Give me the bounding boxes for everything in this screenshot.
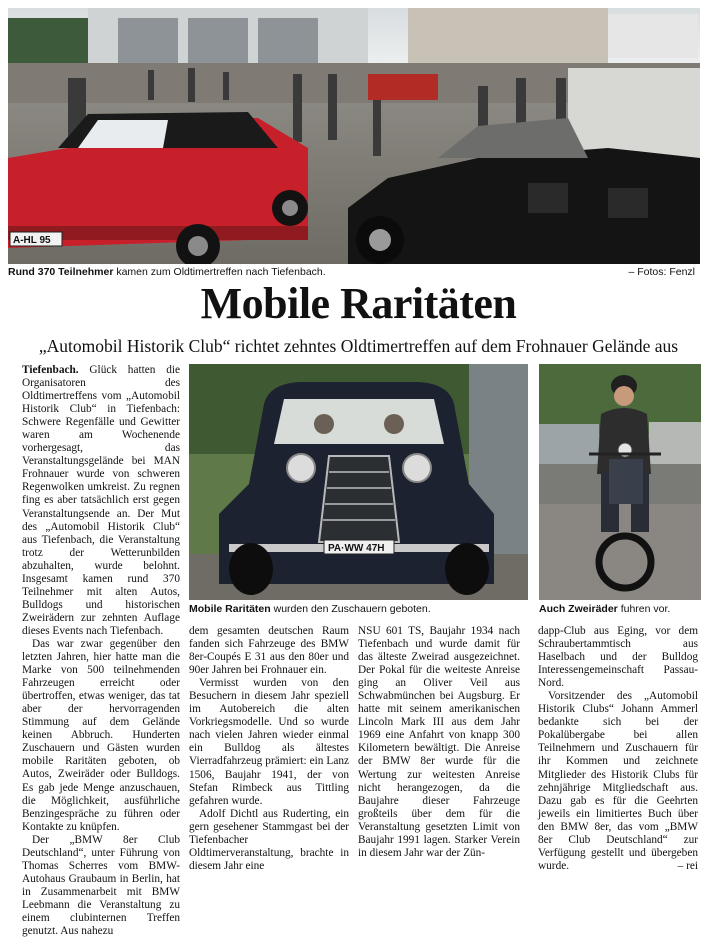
col2-paragraph-3: Adolf Dichtl aus Ruderting, ein gern gesehener Stammgast bei der Tiefenbacher Oldtimerveranstaltung, brachte in diesem Jahr eine [189, 807, 349, 872]
headline: Mobile Raritäten [200, 279, 517, 328]
article-column-3 [358, 625, 520, 860]
top-photo-caption [8, 266, 326, 278]
author-signature: – rei [677, 859, 698, 872]
col4-paragraph-2 [538, 690, 698, 873]
subhead: „Automobil Historik Club“ richtet zehntes Oldtimertreffen auf dem Frohnauer Gelände aus [38, 336, 679, 356]
top-photo [8, 8, 700, 264]
article-column-1 [22, 364, 180, 938]
mid-caption-text: wurden den Zuschauern geboten. [270, 603, 431, 615]
middle-photo-caption [189, 603, 431, 615]
motorcycle-photo [539, 364, 701, 600]
top-caption-bold: Rund 370 Teilnehmer [8, 266, 114, 278]
col2-paragraph-2: Vermisst wurden von den Besuchern in diesem Jahr speziell im Autobereich die alten Vorkriegsmodelle. Und so wurde nach vielen Jahren wieder einmal ein Bulldog als ältestes Vierradfahrzeug prämiert: ein Lanz 1506, Baujahr 1941, der von Stefan Rimbeck aus Tittling gefahren wurde. [189, 677, 349, 807]
right-caption-bold: Auch Zweiräder [539, 603, 618, 615]
photo-credit: – Fotos: Fenzl [628, 266, 695, 278]
col1-paragraph-3: Der „BMW 8er Club Deutschland“, unter Führung von Thomas Scherres vom BMW-Autohaus Graubaum in Berlin, hat in Zusammenarbeit mit BMW Leebmann die Veranstaltung zu einem clubinternen Treffen genutzt. Aus nahezu [22, 833, 180, 938]
right-photo [539, 364, 701, 600]
col2-paragraph-1: dem gesamten deutschen Raum fanden sich Fahrzeuge des BMW 8er-Coupés E 31 aus den 80er und 90er Jahren bei Frohnauer ein. [189, 625, 349, 677]
col1-paragraph-2: Das war zwar gegenüber den letzten Jahren, hier hatte man die Marke von 500 teilnehmenden Fahrzeugen erreicht oder übertroffen, etwas weniger, das tat aber der hervorragenden Stimmung auf dem Gelände keinen Abbruch. Hunderten Zuschauern und Gästen wurden mobile Raritäten geboten, ob Autos, Zweiräder oder Bulldogs. Es gab jede Menge anzuschauen, die Möglichkeit, ausführliche Benzingespräche zu führen oder Kontakte zu knüpfen. [22, 637, 180, 833]
article-column-2 [189, 625, 349, 873]
col4-p2-text: Vorsitzender des „Automobil Historik Clubs“ Johann Ammerl bedankte sich bei der Pokalübergabe bei allen Teilnehmern und Zuschauern für ihr Kommen und zeichnete Mitglieder des Historik Clubs für zehnjährige Mitgliedschaft aus. Dazu gab es für die Geehrten jeweils ein limitiertes Buch über den BMW 8er, das vom „BMW 8er Club Deutschland“ zur Verfügung gestellt und übergeben wurde. [538, 690, 698, 872]
right-photo-caption [539, 603, 670, 615]
car-show-photo [8, 8, 700, 264]
middle-photo [189, 364, 528, 600]
dateline: Tiefenbach. [22, 364, 79, 376]
plate-mid: PA·WW 47H [328, 543, 385, 554]
col4-paragraph-1: dapp-Club aus Eging, vor dem Schraubertammtisch aus Haselbach und der Bulldog Interessengemeinschaft Passau-Nord. [538, 625, 698, 690]
citroen-photo [189, 364, 528, 600]
col3-paragraph-1: NSU 601 TS, Baujahr 1934 nach Tiefenbach und wurde damit für das älteste Zweirad ausgezeichnet. Der Pokal für die weiteste Anreise ging an Oliver Veil aus Schwabmünchen bei Augsburg. Er hatte mit seinem amerikanischen Lincoln Mark III aus dem Jahr 1969 eine Anfahrt von knapp 300 Kilometern bewältigt. Die Anreise der BMW 8er wurde für die Wertung zur weitesten Anreise nicht herangezogen, da die Baujahre dieser Fahrzeuge großteils über dem für die Veranstaltung gesetzten Limit von Baujahr 1991 lagen. Starker Verein in diesem Jahr war der Zün- [358, 625, 520, 859]
col1-p1-text: Glück hatten die Organisatoren des Oldtimertreffens vom „Automobil Historik Club“ in Tiefenbach: Schwere Regenfälle und Gewitter waren am Wochenende vorhergesagt, das Veranstaltungsgelände bei MAN Frohnauer wurde von schweren Regenwolken umkreist. Zu regnen fing es aber tatsächlich erst gegen Veranstaltungsende an. Der Mut des „Automobil Historik Club“ aus Tiefenbach, die Veranstaltung trotz der Wetterunbilden abzuhalten, wurde belohnt. Insgesamt kamen rund 370 Teilnehmer mit alten Autos, Bulldogs und historischen Zweirädern zur zehnten Auflage dieses Events nach Tiefenbach. [22, 364, 180, 637]
mid-caption-bold: Mobile Raritäten [189, 603, 271, 615]
right-caption-text: fuhren vor. [617, 603, 671, 615]
col1-paragraph-1 [22, 364, 180, 638]
article-column-4 [538, 625, 698, 873]
plate-left: A-HL 95 [13, 235, 51, 246]
top-caption-text: kamen zum Oldtimertreffen nach Tiefenbach. [113, 266, 326, 278]
